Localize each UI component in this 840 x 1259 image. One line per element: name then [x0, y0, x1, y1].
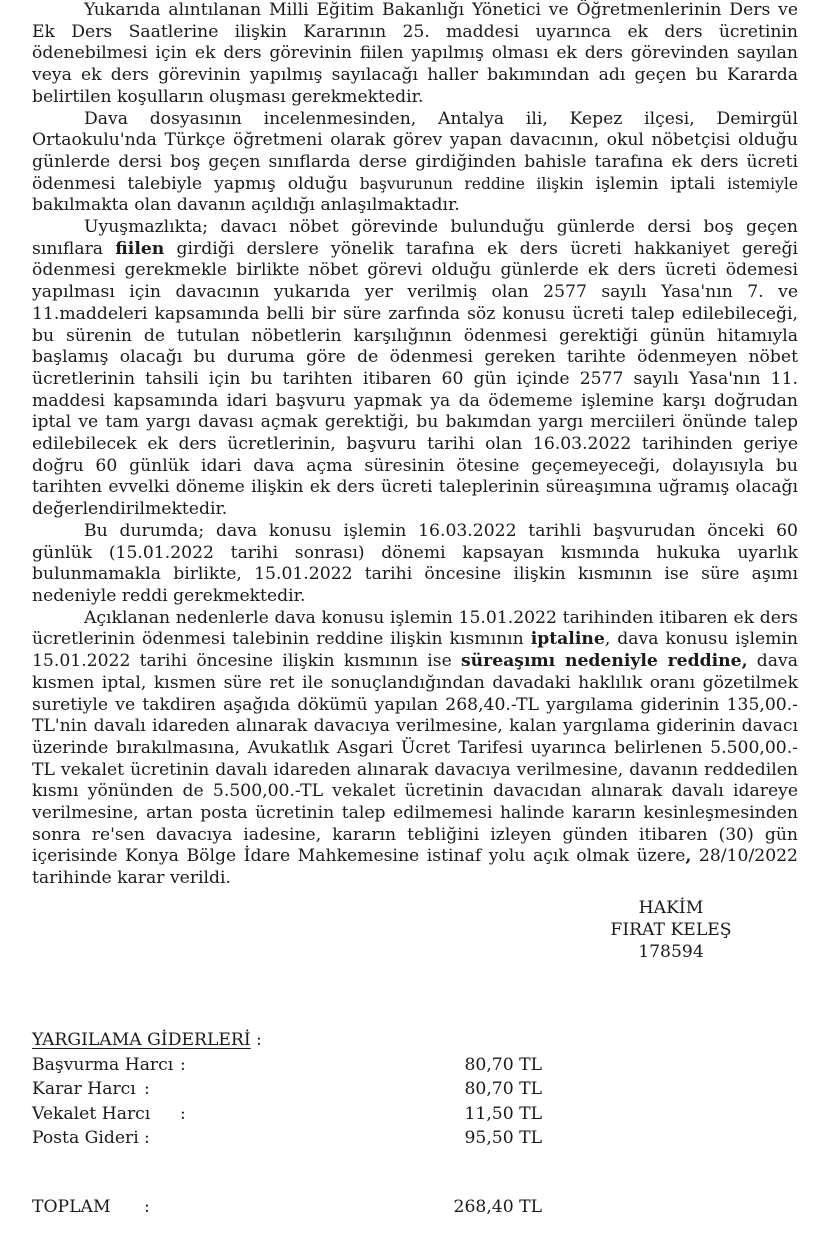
cost-label: Posta Gideri: [32, 1128, 139, 1148]
bold-text: fiilen: [115, 238, 165, 259]
cost-value: 95,50 TL: [464, 1128, 542, 1148]
cost-colon: :: [144, 1128, 150, 1148]
paragraph-text: 28/10/2022 tarihinde karar verildi.: [32, 846, 798, 889]
judge-name: FIRAT KELEŞ: [610, 920, 732, 940]
bold-text: ,: [685, 846, 692, 867]
paragraph-text: başvurunun reddine ilişkin: [359, 174, 584, 193]
paragraph: [32, 109, 798, 218]
paragraph-text: Uyuşmazlıkta; davacı nöbet görevinde bulunduğu günlerde dersi boş geçen sınıflara: [32, 217, 798, 259]
cost-row: [32, 1126, 592, 1151]
cost-row: [32, 1077, 592, 1102]
judge-title: HAKİM: [638, 898, 704, 918]
bold-text: iptaline: [530, 629, 605, 650]
total-label: TOPLAM: [32, 1197, 111, 1217]
cost-row: [32, 1102, 592, 1127]
paragraph: [32, 521, 798, 608]
paragraph-text: , dava konusu işlemin 15.01.2022 tarihi öncesine ilişkin kısmının ise: [32, 629, 798, 672]
paragraph-text: Bu durumda; dava konusu işlemin 16.03.2022 tarihli başvurudan önceki 60 günlük (15.01.2022 tarihi sonrası) dönemi kapsayan kısmında hukuka uyarlık bulunmamakla birlikte, 15.01.2022 tarihi öncesine ilişkin kısmının ise süre aşımı nedeniyle reddi gerekmektedir.: [32, 520, 798, 606]
cost-value: 80,70 TL: [464, 1079, 542, 1099]
cost-row: [32, 1053, 592, 1078]
cost-label: Vekalet Harcı: [32, 1103, 151, 1124]
paragraph-text: Dava dosyasının incelenmesinden, Antalya ili, Kepez ilçesi, Demirgül Ortaokulu'nda Türkçe öğretmeni olarak görev yapan davacının, okul nöbetçisi olduğu günlerde dersi boş geçen sınıflarda derse girdiğinden bahisle tarafına ek ders ücreti ödenmesi talebiyle yapmış olduğu: [32, 108, 798, 194]
paragraph: [32, 217, 798, 521]
cost-label: Karar Harcı: [32, 1079, 136, 1099]
judge-id: 178594: [638, 942, 704, 962]
paragraph-text: girdiği derslere yönelik tarafına ek ders ücreti hakkaniyet gereği ödenmesi gerekmekle birlikte nöbet görevi olduğu günlerde ek ders ücreti ödemesi yapılması için davacının yukarıda yer verilmiş olan 2577 sayılı Yasa'nın 7. ve 11.maddeleri kapsamında belli bir süre zarfında söz konusu ücreti talep edilebileceği, bu sürenin de tutulan nöbetlerin karşılığının ödenmesi gerektiği günün hitamıyla başlamış olacağı bu duruma göre de ödenmesi gereken tarihte ödenmeyen nöbet ücretlerinin tahsili için bu tarihten itibaren 60 gün içinde 2577 sayılı Yasa'nın 11. maddesi kapsamında idari başvuru yapmak ya da ödememe işlemine karşı doğrudan iptal ve tam yargı davası açmak gerektiği, bu bakımdan yargı merciileri önünde talep edilebilecek ek ders ücretlerinin, başvuru tarihi olan 16.03.2022 tarihinden geriye doğru 60 günlük idari dava açma süresinin ötesine geçemeyeceği, dolayısıyla bu tarihten evvelki döneme ilişkin ek ders ücreti taleplerinin süreaşımına uğramış olacağı değerlendirilmektedir.: [32, 238, 798, 520]
costs-header-row: [32, 1028, 592, 1053]
total-colon: :: [144, 1197, 150, 1217]
costs-header-colon: :: [256, 1030, 262, 1050]
paragraph-text: işlemin iptali: [583, 173, 728, 194]
paragraph-text: Açıklanan nedenlerle dava konusu işlemin 15.01.2022 tarihinden itibaren ek ders ücretlerinin ödenmesi talebinin reddine ilişkin kısmının: [32, 607, 798, 650]
cost-label: Başvurma Harcı: [32, 1054, 174, 1075]
paragraph-text: dava kısmen iptal, kısmen süre ret ile sonuçlandığından davadaki haklılık oranı gözetilmek suretiyle ve takdiren aşağıda dökümü yapılan 268,40.-TL yargılama giderinin 135,00.-TL'nin davalı idareden alınarak davacıya verilmesine, kalan yargılama giderinin davacı üzerinde bırakılmasına, Avukatlık Asgari Ücret Tarifesi uyarınca belirlenen 5.500,00.-TL vekalet ücretinin davalı idareden alınarak davacıya verilmesine, davanın reddedilen kısmı yönünden de 5.500,00.-TL vekalet ücretinin davacıdan alınarak davalı idareye verilmesine, artan posta ücretinin talep edilmemesi halinde kararın kesinleşmesinden sonra re'sen davacıya iadesine, kararın tebliğini izleyen günden itibaren (30) gün içerisinde Konya Bölge İdare Mahkemesine istinaf yolu açık olmak üzere: [32, 651, 799, 867]
costs-header: YARGILAMA GİDERLERİ: [32, 1030, 251, 1050]
paragraph: [32, 0, 798, 109]
cost-value: 11,50 TL: [464, 1103, 542, 1124]
bold-text: süreaşımı nedeniyle reddine,: [460, 651, 748, 672]
costs-table: [32, 1028, 592, 1151]
cost-colon: :: [144, 1079, 150, 1099]
paragraph-text: istemiyle: [727, 174, 799, 193]
cost-colon: :: [180, 1103, 186, 1124]
paragraph-text: Yukarıda alıntılanan Milli Eğitim Bakanlığı Yönetici ve Öğretmenlerinin Ders ve Ek Ders Saatlerine ilişkin Kararının 25. maddesi uyarınca ek ders ücretinin ödenebilmesi için ek ders görevinin fiilen yapılmış olması ek ders görevinden sayılan veya ek ders görevinin yapılmış sayılacağı haller bakımından adı geçen bu Kararda belirtilen koşulların oluşması gerekmektedir.: [32, 0, 798, 107]
total-value: 268,40 TL: [453, 1197, 542, 1217]
paragraph: [32, 608, 798, 890]
cost-colon: :: [180, 1054, 186, 1075]
signature-block: [600, 897, 742, 963]
paragraph-text: bakılmakta olan davanın açıldığı anlaşılmaktadır.: [32, 195, 460, 216]
cost-value: 80,70 TL: [464, 1054, 542, 1075]
court-decision-text: [32, 0, 798, 890]
